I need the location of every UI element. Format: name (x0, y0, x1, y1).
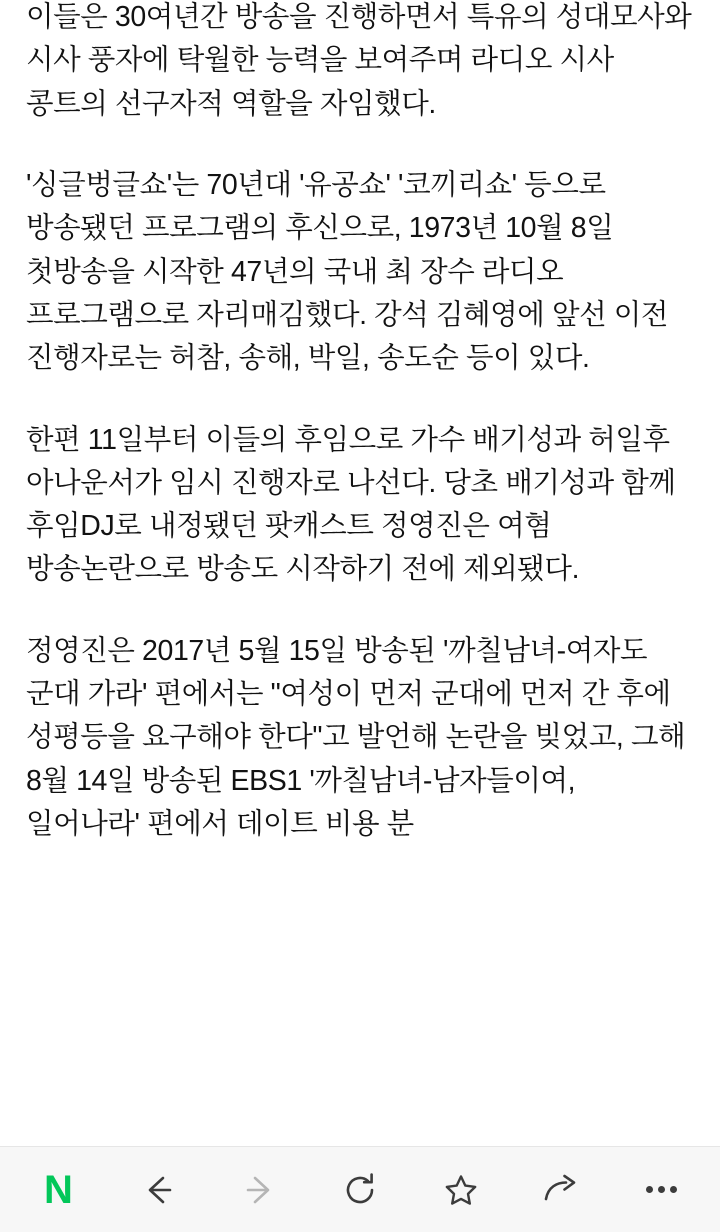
arrow-left-icon (139, 1170, 179, 1210)
article-paragraph: 이들은 30여년간 방송을 진행하면서 특유의 성대모사와 시사 풍자에 탁월한 능력을 보여주며 라디오 시사 콩트의 선구자적 역할을 자임했다. (26, 1, 692, 120)
share-button[interactable] (529, 1158, 593, 1222)
star-icon (441, 1170, 481, 1210)
more-dots-icon (646, 1186, 677, 1193)
back-button[interactable] (127, 1158, 191, 1222)
bookmark-button[interactable] (429, 1158, 493, 1222)
reload-button[interactable] (328, 1158, 392, 1222)
article-paragraph: 정영진은 2017년 5월 15일 방송된 '까칠남녀-여자도 군대 가라' 편에서는 "여성이 먼저 군대에 먼저 간 후에 성평등을 요구해야 한다"고 발언해 논란을 빚었고, 그해 8월 14일 방송된 EBS1 '까칠남녀-남자들이여, 일어나라' 편에서 데이트 비용 분 (26, 634, 686, 840)
reload-icon (340, 1170, 380, 1210)
forward-button[interactable] (227, 1158, 291, 1222)
naver-logo-icon: N (44, 1167, 72, 1212)
arrow-right-icon (239, 1170, 279, 1210)
share-arrow-icon (541, 1170, 581, 1210)
more-button[interactable] (630, 1158, 694, 1222)
naver-home-button[interactable] (26, 1158, 90, 1222)
browser-toolbar (0, 1146, 720, 1232)
article-paragraph: '싱글벙글쇼'는 70년대 '유공쇼' '코끼리쇼' 등으로 방송됐던 프로그램의 후신으로, 1973년 10월 8일 첫방송을 시작한 47년의 국내 최 장수 라디오 프로그램으로 자리매김했다. 강석 김혜영에 앞선 이전 진행자로는 허참, 송해, 박일, 송도순 등이 있다. (26, 168, 668, 375)
article-paragraph: 한편 11일부터 이들의 후임으로 가수 배기성과 허일후 아나운서가 임시 진행자로 나선다. 당초 배기성과 함께 후임DJ로 내정됐던 팟캐스트 정영진은 여혐 방송논란으로 방송도 시작하기 전에 제외됐다. (26, 423, 676, 586)
